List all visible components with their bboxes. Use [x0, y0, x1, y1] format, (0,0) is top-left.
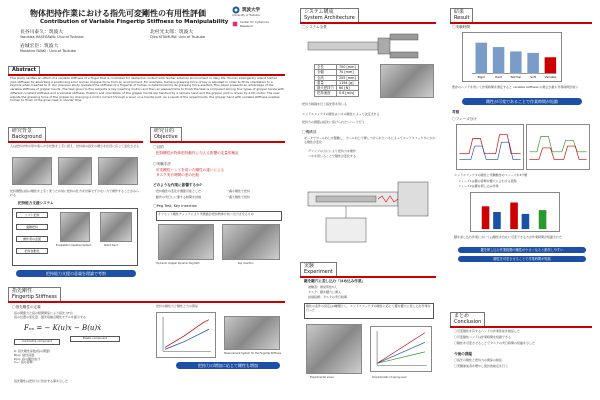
system-note-2: エンドエフェクタの剛性はバネの剛性によって決定される [302, 112, 380, 116]
robot-caption: Robot hand [104, 244, 118, 247]
fingertip-bar [8, 301, 285, 303]
experiment-bar [300, 276, 436, 278]
result-bar-label: Rigid [477, 75, 485, 80]
spec-row: 全長 700 [mm] [315, 65, 359, 70]
bullet-circle-icon: 〇 [153, 145, 157, 149]
stiffness-formula: Fₙₓ = − K(u)x − B(u)ẋ [24, 324, 102, 332]
contractile-box: Contractile component [14, 339, 60, 345]
spec-row: 把持速度 0.8 [m/s] [315, 91, 359, 96]
poster-title-en: Contribution of Variable Fingertip Stiffness to Manipulability [40, 19, 229, 25]
bullet-circle-icon: 〇 [454, 335, 458, 339]
ccr-logo: Center for Cybernics Research [232, 20, 272, 28]
assist-system-label: 把持能力支援システム [18, 201, 54, 205]
robot-hand-photo [100, 212, 132, 242]
objective-bullet-2: 一番小剛性で把持 [226, 189, 251, 193]
mechanism-text: モータでボールねじを駆動し、ボールねじで押しつけられたバネによってエンドエフェクタにかかる剛性が変化 [304, 136, 436, 144]
phase-bullet-3: フェーズ2は鍵を押し込み作業 [458, 184, 499, 188]
phase-bullet-1: エンドエフェクタの剛性と実験動作のフェーズを3分類 [454, 173, 528, 177]
peg-text: オフセット剛性チェックにより実測値が把持物体方向へ出力させるもの [156, 211, 282, 221]
result-bar [510, 51, 522, 73]
bullet-circle-icon: 〇 [454, 341, 458, 345]
key-photo [222, 224, 280, 260]
experiment-scene-photo [306, 324, 362, 374]
phase-graph-1 [456, 124, 524, 170]
phase-callout-2: 剛性を可変させることで作業時間が短縮 [458, 256, 586, 262]
bullet-circle-icon: 〇 [454, 364, 458, 368]
bullet-circle-icon: 〇 [454, 358, 458, 362]
poster-title-jp: 物体把持作業における指先可変剛性の有用性評価 [30, 9, 206, 18]
objective-bullet-1: 把持剛性の変化を調節可能とした [156, 189, 202, 193]
phase-bullet-2: フェーズ1は鍵の姿勢を鍵穴に合わせる段階 [458, 179, 517, 183]
item-box-3: 操作者の意図 [16, 236, 48, 242]
item-box-1: ソフト把持 [16, 212, 48, 218]
bullet-circle-icon: 〇 [452, 117, 456, 121]
background-text-1: 人は把持対象の形や柔らかさ状態を上手に捉え、把持時の指先の硬さを状況に応じて変化させる [10, 144, 140, 148]
result-callout: 剛性が可変であることで作業時間が短縮 [462, 98, 582, 105]
result-note: 既存のハンドを用いて作業時間を測定すると variable stiffness の場合が最も作業時間が短い [452, 85, 579, 89]
result-sub-label: 〇実験時間 [452, 25, 470, 29]
spec-row: 最大把持力 60 [N] [315, 86, 359, 91]
mechanism-item-1: グリップの力ににより把持力を操作 [308, 149, 356, 153]
conclusion-item-1: 〇可変剛性を有するハンドの作業性能を検証した [454, 329, 521, 333]
result-bar [545, 57, 557, 73]
experiment-row-2: タスク：鍵を鍵穴に挿入 [308, 290, 342, 294]
result-bar [493, 47, 505, 73]
result-bar-label: Hard [495, 75, 503, 80]
spring-caption: Characteristic of spring used [372, 376, 407, 379]
experiment-row-1: 被験者：健常男性5人 [308, 285, 337, 289]
phase-callout-1: 鍵を押し込む作業段階の剛性が小さくなると動作しやすい [458, 247, 586, 253]
author-1: 長谷川泰久：筑波大 Yasuhisa HASEGAWA: Univ.of Tsukuba [20, 30, 84, 39]
conclusion-item-3: 〇剛性を可変させることでタスクの実行時間の短縮を示した [454, 341, 536, 345]
elastic-box: Elastic component [70, 336, 120, 342]
spec-row: 重量 1194 [g] [315, 80, 359, 85]
def-text-2: 指の位置の変化量、値先接触点剛性モデルを提示する [14, 315, 86, 319]
fingertip-heading: 指先剛性 Fingertip Stiffness [8, 287, 61, 302]
phase-bar-chart [470, 192, 560, 232]
bullet-circle-icon: 〇 [153, 162, 157, 166]
objective-heading: 研究目的 Objective [150, 127, 182, 142]
discussion-label: 考察 [452, 110, 460, 114]
phase-text: 鍵を差し込む作業においては剛性を自在に可変できる方が作業時間が短縮された [454, 235, 563, 239]
key-caption: Key insertion [238, 262, 254, 265]
system-bar [300, 22, 436, 24]
university-logo: 筑波大学 University of Tsukuba [232, 8, 260, 17]
objective-bullet-4: 一番大剛性で把持 [226, 195, 251, 199]
fingertip-graph-title: 把持の剛性力と剛性と力の関係 [156, 304, 199, 308]
background-heading: 研究背景 Background [8, 127, 46, 142]
fingertip-graph [156, 312, 216, 358]
bullet-circle-icon: 〇 [302, 130, 306, 134]
spec-row: 全高 205 [mm] [315, 75, 359, 80]
objective-bar [150, 141, 285, 143]
hand-photo-3 [98, 157, 138, 185]
author-2: 北村光太郎：筑波大 Ojiro KITAMURA: Univ.of Tsukuba [150, 30, 205, 39]
bullet-circle-icon: 〇 [302, 25, 306, 29]
method-label: 〇実験手法 [153, 162, 171, 166]
system-note-1: 把持力制御を行う指先部を用いる [302, 102, 348, 106]
goal-label: 〇目的 [153, 145, 164, 149]
result-bar-chart [462, 32, 562, 82]
result-heading: 結果 Result [450, 8, 473, 23]
bullet-circle-icon: 〇 [454, 329, 458, 333]
objective-bullet-3: 動作の実行にに要する時間を評価 [156, 195, 202, 199]
experiment-title: 鍵を鍵穴に差し込む「はめ込み作業」 [304, 279, 366, 283]
hand-photo-2 [58, 157, 92, 185]
future-item-1: 〇指先の剛性と把持力の関係の検証 [454, 358, 503, 362]
scene-caption: Experimental scene [310, 376, 334, 379]
result-bar [450, 22, 592, 24]
experiment-row-3: 評価指標：タスクの実行時間 [308, 295, 348, 299]
def-text-1: 指の関節力と指の相関関係により指先力Fが [14, 311, 73, 315]
result-bar-label: Variable [544, 75, 557, 80]
bullet-circle-icon: 〇 [12, 305, 16, 309]
fingertip-callout: 把持力の増加に応じて剛性も増加 [176, 362, 280, 369]
phase-label: 〇フェーズ分け [452, 117, 477, 121]
result-bar-label: Normal [510, 75, 522, 80]
method-text-2: タスク実行時間の差の比較 [156, 173, 200, 177]
method-text-1: 可変剛性ハンドを用いた剛性の違いによる [156, 168, 225, 172]
item-box-4: 把持自動化 [16, 248, 48, 254]
measurement-photo [224, 316, 280, 350]
def-label: 〇指先剛性の定義 [12, 305, 41, 309]
exoskeleton-photo [60, 212, 90, 242]
spring-graph [370, 326, 432, 372]
peg-photo [158, 224, 214, 260]
background-bar [8, 141, 143, 143]
ccr-logo-icon [232, 20, 238, 28]
question-text: どのような作業に影響するか? [153, 183, 202, 187]
conclusion-heading: まとめ Conclusion [450, 312, 485, 327]
system-note-3: 把持力の調節は指先に設けられたレバーで行う [302, 120, 365, 124]
result-bar [527, 53, 539, 73]
mechanism-label: 〇機構部 [302, 130, 317, 134]
abstract-text: This study verifies an effect of a variable stiffness of a finger that is controlled for dexterous contact with his/her external environment in daily life. Human intelligently adjust his/her joint stiffness for absorbing a positioning error and an impulse force from an environment. For example, humans grasping force of key is adjusted in order to fit its orientation to a keyhole when inserted to it. Our previous study revealed the stiffness of a fingertip of human is determined by its grasping force exerted. This paper presents an advantage of the variable stiffness of gripper hands. The task given to five subjects is key inserting motion and then an elapsed time to finish the task is compared among four types of gripper hands with different constant stiffness and a variable stiffness. Position and orientation of the gripper hands are handled by a camera hand and the gripper joint is driven by a DC motor. The user adjusts the grasping force of the gripper by changing a motor current through a lever on a handle part. As a result of the experiments, the gripper hand with variable stiffness enables human to finish of the given task in shorter time. [10, 76, 285, 103]
peg-test-label: 〇Peg Test, Key Insertion [153, 204, 198, 208]
background-callout: 把持能力支援の意義を理論で考察 [16, 270, 136, 277]
bullet-circle-icon: 〇 [153, 204, 157, 208]
goal-text: 把持剛性が物体把持動作に与える影響の定量的検証 [156, 151, 239, 155]
hand-photo-1 [12, 157, 52, 185]
mechanism-item-2: バネを用いることで剛性が変化する [308, 154, 357, 158]
spec-row: 全幅 70 [mm] [315, 70, 359, 75]
experiment-heading: 実験 Experiment [300, 262, 337, 277]
background-text-2: 把持調整は指の剛性を上手く使うため常に把持の仕方を計算せず少ない力で操作することがみられる [10, 189, 140, 197]
fingertip-conclusion: 指先剛性は把持力に依存する事を示した [14, 379, 69, 383]
abstract-heading: Abstract [8, 66, 40, 76]
measurement-caption: Measurement System for the Fingertip Stiffness [224, 352, 282, 355]
experiment-note: 剛性の条件の設定は4種類とし、エンドエフェクタの剛性に応じて鍵を鍵穴に差し込む作業を行った [304, 303, 434, 319]
result-bar-label: Soft [530, 75, 536, 80]
gripper-photo [380, 64, 434, 98]
future-item-2: 〇実験参加者を増やし統計的検定を行う [454, 364, 509, 368]
spec-table [314, 64, 359, 97]
future-label: 今後の課題 [454, 352, 472, 356]
system-heading: システム構成 System Architecture [300, 8, 359, 23]
exo-caption: Exoskeleton Assistive System [56, 244, 92, 247]
phase-graph-2 [526, 124, 590, 170]
peg-caption: Hydraulic Gripper Dynamic Peg Path [156, 262, 200, 265]
conclusion-bar [450, 326, 592, 328]
system-overview-label: 〇システム全景 [302, 25, 327, 29]
bullet-circle-icon: 〇 [452, 25, 456, 29]
tsukuba-logo-icon [232, 6, 240, 14]
result-bar [476, 43, 488, 74]
author-3: 岩城宏臣：筑波大 Masahiro IWAKI : Univ.of Tsukuba [20, 44, 76, 53]
gripper-diagram [304, 32, 424, 60]
def-list: K: 指先剛性係数(指の関節) B(u): 粘性係数 K(u): 指の剛性成分 Cₙₓ: 指の姿勢 [14, 349, 51, 365]
item-box-2: 遠隔把持 [16, 224, 48, 230]
mechanism-diagram [306, 162, 434, 250]
conclusion-item-2: 〇可変剛性ハンドは作業時間を短縮できる [454, 335, 512, 339]
